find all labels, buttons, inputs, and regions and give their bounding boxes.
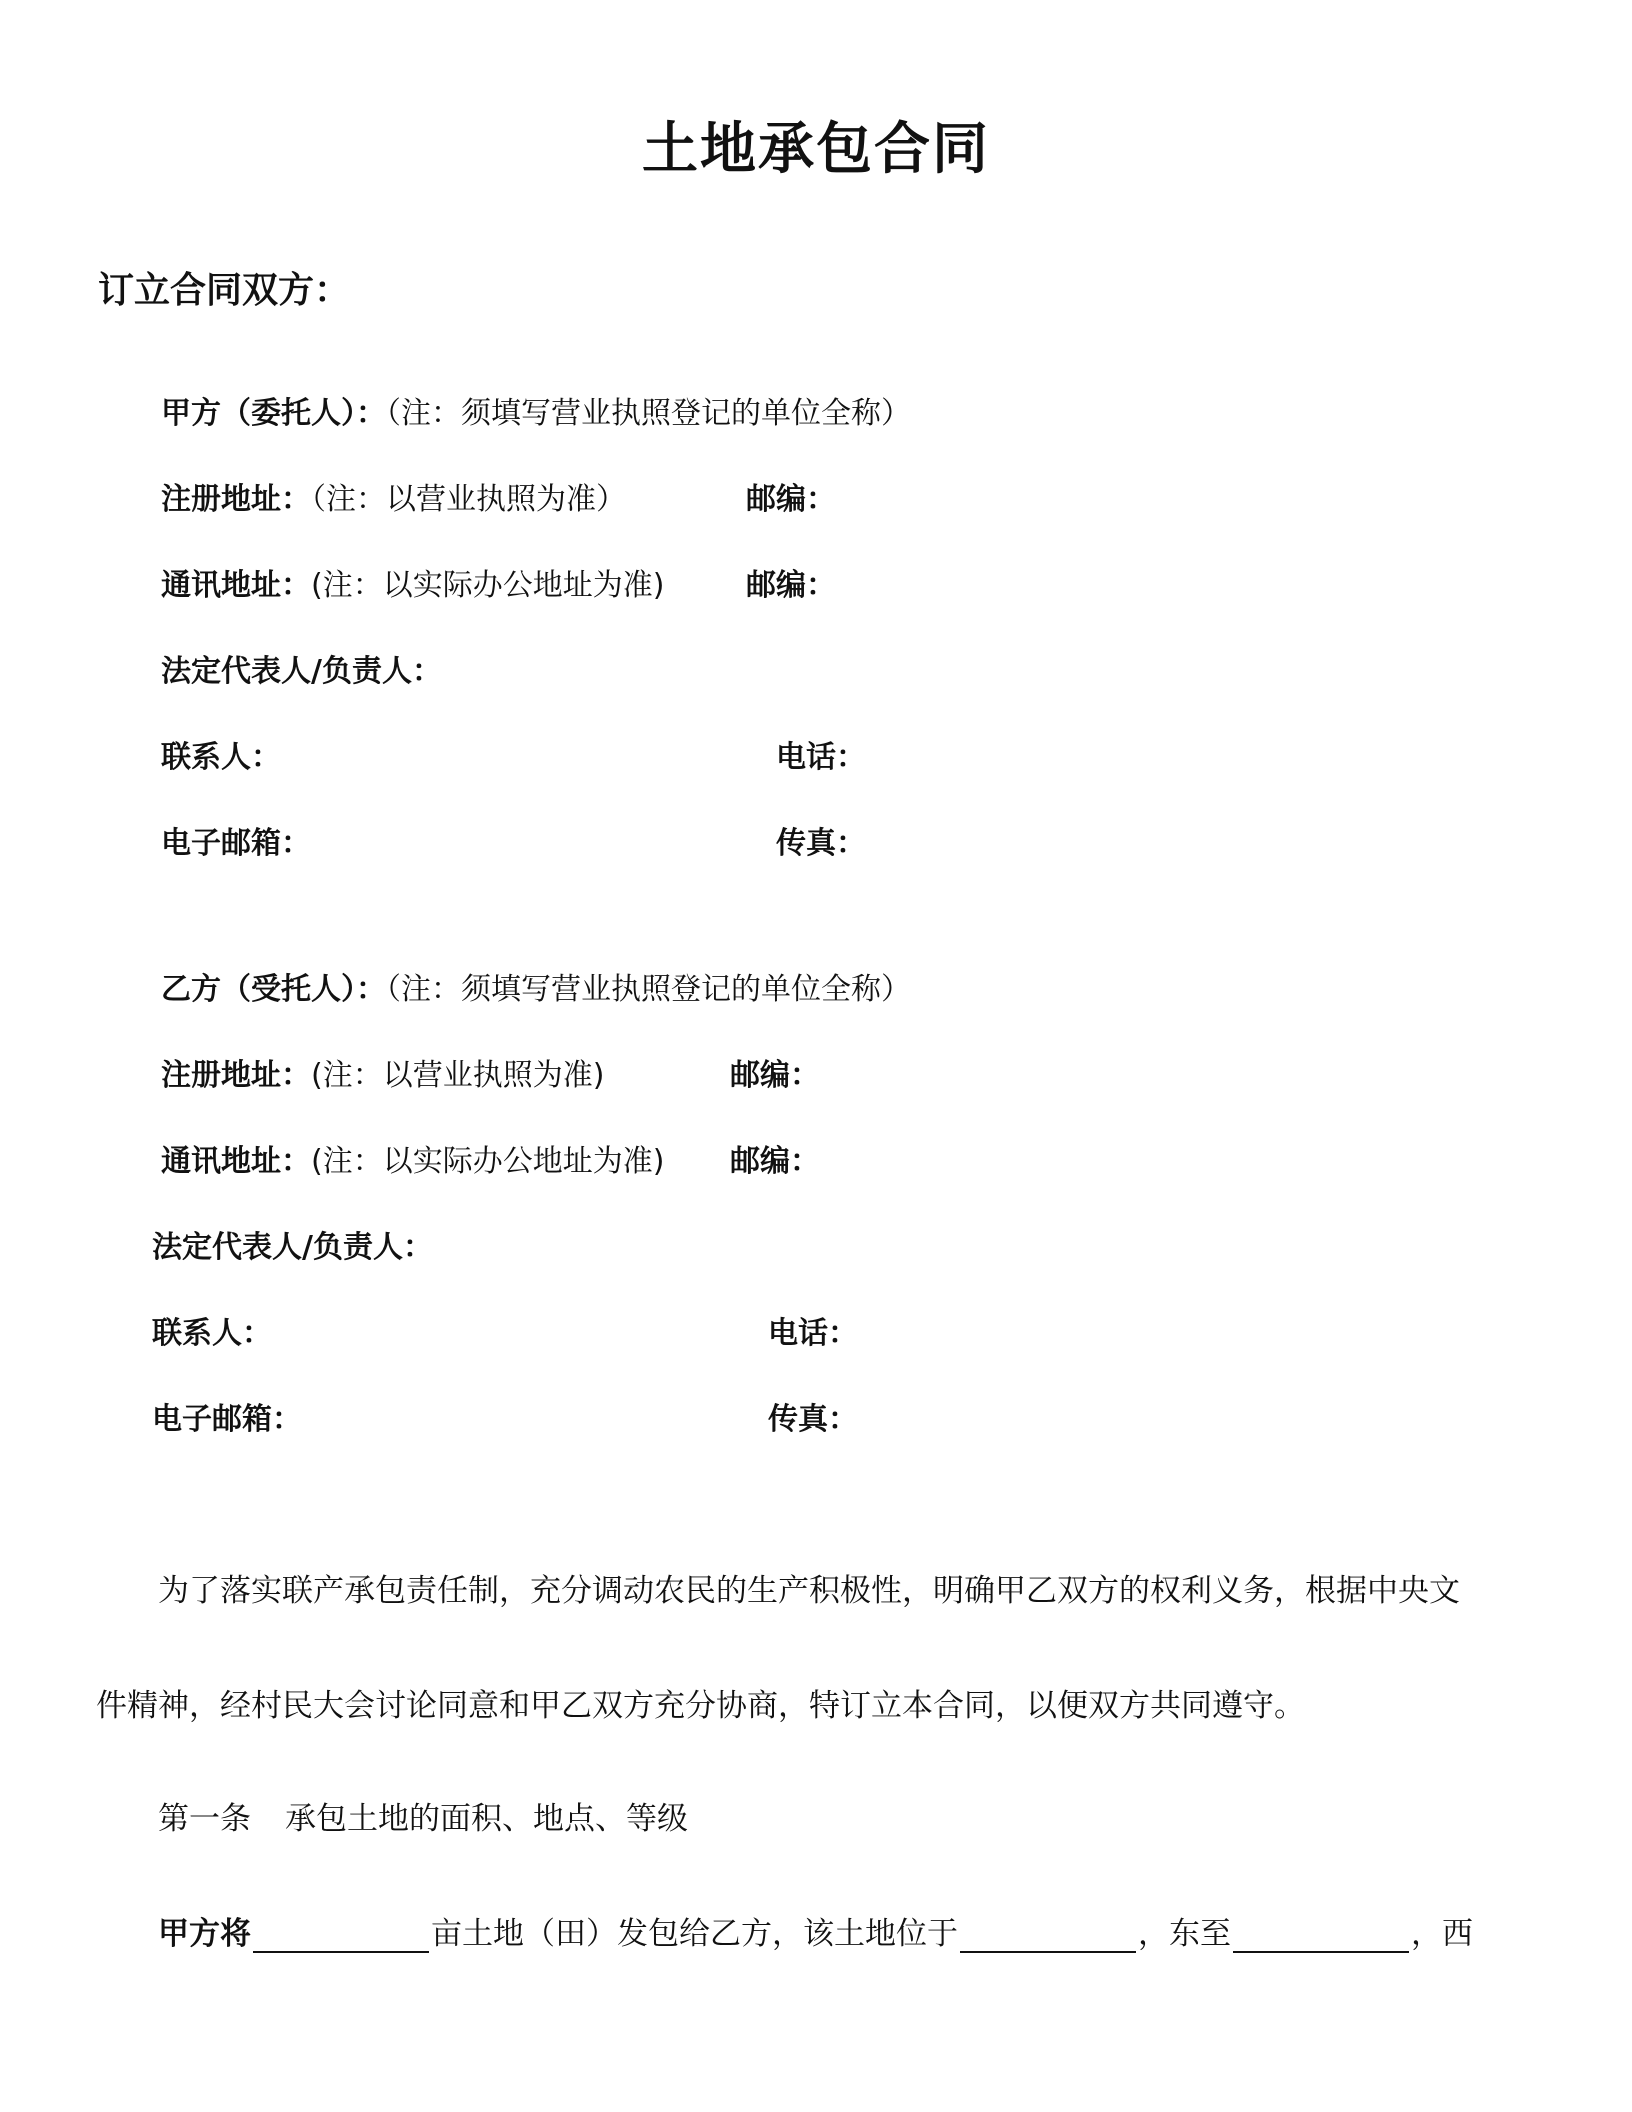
party-a-comm-address-note: (注：以实际办公地址为准)	[311, 568, 665, 603]
party-b-legal-rep-label: 法定代表人/负责人：	[152, 1230, 433, 1265]
party-a-comm-address-row	[161, 560, 664, 604]
page-title: 土地承包合同	[642, 117, 990, 182]
party-a-reg-address-row	[161, 474, 626, 518]
clause-part-1: 甲方将	[158, 1916, 251, 1952]
party-b-comm-postcode-label: 邮编：	[730, 1144, 820, 1179]
preamble-line-2: 件精神，经村民大会讨论同意和甲乙双方充分协商，特订立本合同，以便双方共同遵守。	[96, 1688, 1305, 1724]
party-a-legal-rep-label: 法定代表人/负责人：	[161, 654, 442, 689]
article-1-title: 承包土地的面积、地点、等级	[285, 1801, 688, 1837]
area-blank[interactable]	[253, 1921, 429, 1953]
clause-part-2: 亩土地（田）发包给乙方，该土地位于	[431, 1916, 958, 1952]
parties-heading: 订立合同双方：	[98, 270, 351, 311]
party-a-comm-address-label: 通讯地址：	[161, 568, 311, 603]
preamble-line-1: 为了落实联产承包责任制，充分调动农民的生产积极性，明确甲乙双方的权利义务，根据中央文	[158, 1573, 1460, 1609]
party-a-name-label: 甲方（委托人）：	[161, 396, 386, 431]
party-b-name-note: （注：须填写营业执照登记的单位全称）	[386, 972, 911, 1007]
party-b-phone-label: 电话：	[768, 1316, 858, 1351]
party-a-reg-address-note: （注：以营业执照为准）	[311, 482, 626, 517]
party-b-reg-postcode-label: 邮编：	[730, 1058, 820, 1093]
party-b-contact-label: 联系人：	[152, 1316, 272, 1351]
party-b-name-label: 乙方（受托人）：	[161, 972, 386, 1007]
party-b-reg-address-label: 注册地址：	[161, 1058, 311, 1093]
clause-part-4: ，西	[1411, 1916, 1473, 1952]
party-a-reg-postcode-label: 邮编：	[746, 482, 836, 517]
east-boundary-blank[interactable]	[1233, 1921, 1409, 1953]
party-a-fax-label: 传真：	[776, 826, 866, 861]
party-a-reg-address-label: 注册地址：	[161, 482, 311, 517]
party-b-name-row	[161, 964, 911, 1008]
party-b-fax-label: 传真：	[768, 1402, 858, 1437]
clause-part-3: ，东至	[1138, 1916, 1231, 1952]
party-a-phone-label: 电话：	[776, 740, 866, 775]
article-1-number: 第一条	[158, 1801, 251, 1837]
party-a-name-note: （注：须填写营业执照登记的单位全称）	[386, 396, 911, 431]
party-b-reg-address-note: (注：以营业执照为准)	[311, 1058, 605, 1093]
party-b-email-label: 电子邮箱：	[152, 1402, 302, 1437]
article-1-heading	[158, 1793, 688, 1838]
article-1-clause	[158, 1908, 1473, 1953]
party-a-name-row	[161, 388, 911, 432]
party-a-email-label: 电子邮箱：	[161, 826, 311, 861]
party-b-comm-address-label: 通讯地址：	[161, 1144, 311, 1179]
location-blank[interactable]	[960, 1921, 1136, 1953]
party-b-comm-address-note: (注：以实际办公地址为准)	[311, 1144, 665, 1179]
party-b-reg-address-row	[161, 1050, 604, 1094]
party-a-contact-label: 联系人：	[161, 740, 281, 775]
party-b-comm-address-row	[161, 1136, 664, 1180]
party-a-comm-postcode-label: 邮编：	[746, 568, 836, 603]
